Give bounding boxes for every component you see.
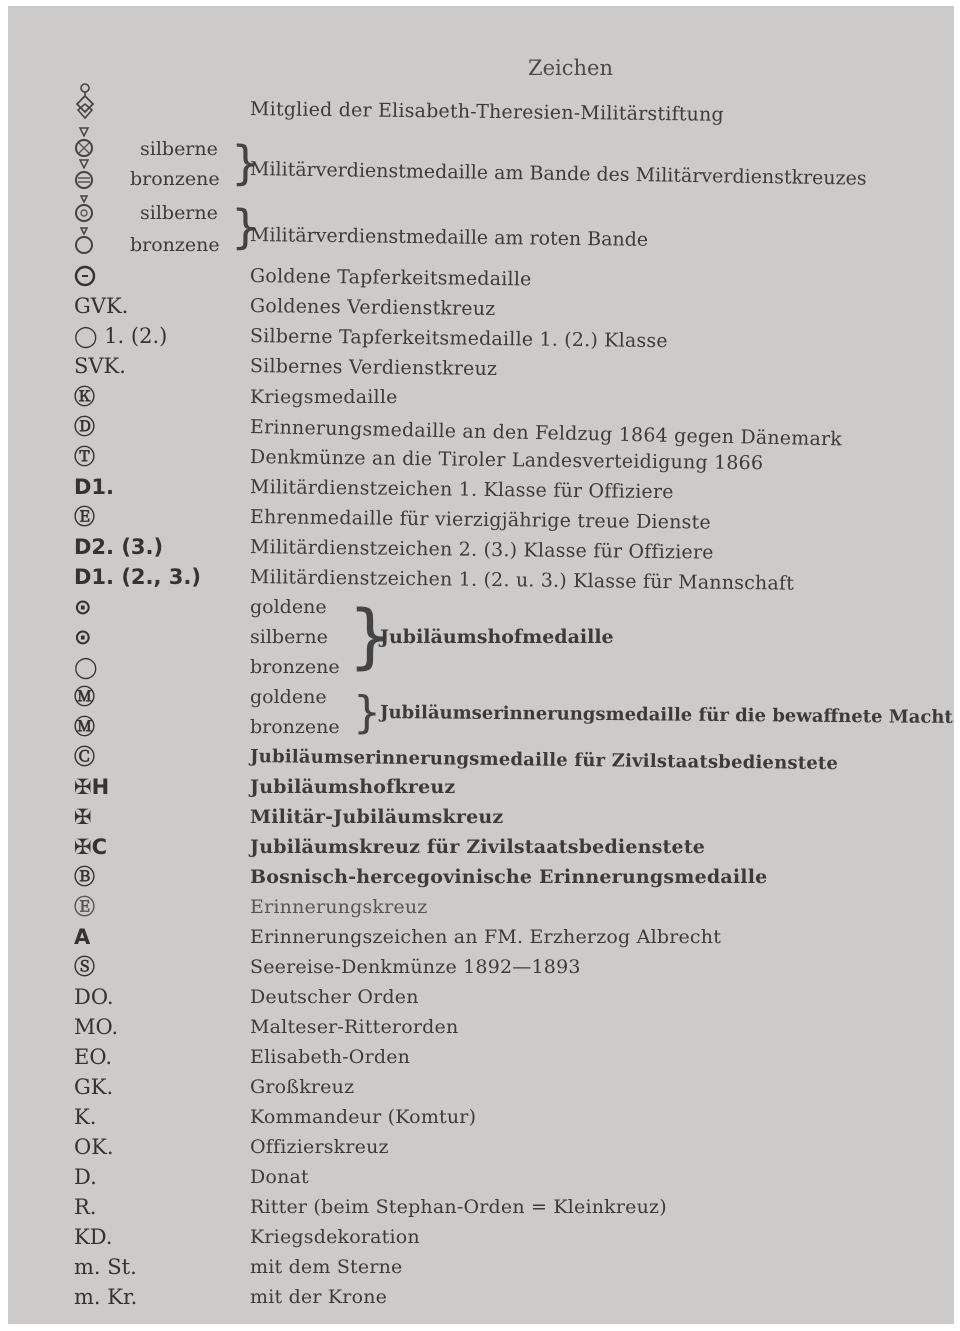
row-symbol: A — [74, 925, 91, 949]
row-description: Donat — [250, 1166, 309, 1188]
row-description: Militärdienstzeichen 1. (2. u. 3.) Klasse für Mannschaft — [249, 566, 795, 595]
legend-row — [8, 592, 954, 622]
grade-label: goldene — [250, 686, 327, 708]
row-description: Jubiläumserinnerungsmedaille für Zivilstaatsbedienstete — [249, 746, 839, 775]
row-description: Mitglied der Elisabeth-Theresien-Militärstiftung — [249, 98, 724, 126]
row-description: Silbernes Verdienstkreuz — [249, 355, 498, 381]
row-symbol: ◯ — [74, 655, 98, 679]
row-symbol: Ⓒ — [74, 745, 95, 769]
grade-label: silberne — [250, 626, 328, 648]
grade-label: bronzene — [130, 234, 220, 256]
row-symbol: Ⓚ — [74, 385, 95, 409]
row-description: Jubiläumshofkreuz — [250, 776, 456, 798]
row-symbol: m. St. — [74, 1255, 137, 1279]
row-description: Denkmünze an die Tiroler Landesverteidigung 1866 — [249, 446, 764, 475]
row-description: mit der Krone — [250, 1286, 388, 1308]
row-description: Erinnerungszeichen an FM. Erzherzog Albrecht — [250, 926, 722, 948]
row-description: Seereise-Denkmünze 1892—1893 — [250, 956, 581, 978]
medal-on-red-ribbon-icon — [74, 194, 94, 226]
row-symbol: Ⓔ — [74, 895, 95, 919]
legend-row — [8, 412, 954, 451]
row-description: Erinnerungsmedaille an den Feldzug 1864 gegen Dänemark — [249, 416, 843, 451]
row-symbol: DO. — [74, 985, 114, 1009]
legend-row — [8, 321, 954, 351]
row-description: Bosnisch-hercegovinische Erinnerungsmedaille — [250, 866, 768, 888]
row-description: Deutscher Orden — [250, 986, 419, 1008]
gold-medal-icon — [74, 264, 94, 288]
order-star-icon — [74, 82, 94, 122]
legend-row — [8, 1012, 954, 1042]
legend-row — [8, 742, 954, 775]
row-description: Kriegsmedaille — [250, 386, 398, 408]
legend-row — [8, 442, 954, 475]
legend-row — [8, 982, 954, 1012]
legend-row — [8, 351, 954, 381]
legend-row — [8, 1072, 954, 1102]
row-symbol: Ⓓ — [74, 415, 95, 439]
grade-label: silberne — [140, 138, 218, 160]
row-symbol: Ⓔ — [74, 505, 95, 529]
row-symbol: ✠C — [74, 835, 108, 859]
brace-icon: } — [231, 200, 261, 254]
row-symbol: ✠ — [74, 805, 92, 829]
row-symbol: ◯ 1. (2.) — [74, 324, 168, 348]
grade-label: silberne — [140, 202, 218, 224]
group-description: Jubiläumshofmedaille — [380, 626, 614, 648]
medal-on-cross-ribbon-icon — [74, 158, 94, 194]
row-symbol: Ⓜ — [74, 685, 95, 709]
row-symbol: Ⓜ — [74, 715, 95, 739]
row-description: Kommandeur (Komtur) — [250, 1106, 477, 1128]
legend-row — [8, 1222, 954, 1252]
group-description: Militärverdienstmedaille am roten Bande — [249, 224, 649, 251]
row-description: Jubiläumskreuz für Zivilstaatsbedienstete — [250, 836, 706, 858]
legend-row — [8, 382, 954, 412]
row-description: Militärdienstzeichen 2. (3.) Klasse für Offiziere — [249, 536, 714, 564]
row-symbol: Ⓢ — [74, 955, 95, 979]
row-description: Kriegsdekoration — [250, 1226, 420, 1248]
row-symbol: K. — [74, 1105, 97, 1129]
legend-row — [8, 1102, 954, 1132]
legend-row — [8, 562, 954, 595]
legend-row — [8, 1252, 954, 1282]
row-description: Großkreuz — [250, 1076, 355, 1098]
legend-row — [8, 1162, 954, 1192]
row-description: Malteser-Ritterorden — [250, 1016, 459, 1038]
row-symbol: ⊙ — [74, 625, 92, 649]
row-symbol: MO. — [74, 1015, 119, 1039]
group-description: Militärverdienstmedaille am Bande des Militärverdienstkreuzes — [249, 158, 867, 190]
brace-icon: } — [353, 687, 381, 738]
row-symbol: D1. (2., 3.) — [74, 565, 201, 589]
row-symbol: ✠H — [74, 775, 110, 799]
grade-label: goldene — [250, 596, 327, 618]
row-symbol: D2. (3.) — [74, 535, 164, 559]
row-symbol: m. Kr. — [74, 1285, 138, 1309]
legend-row — [8, 291, 954, 321]
medal-on-red-ribbon-icon — [74, 226, 94, 258]
row-symbol: D1. — [74, 475, 115, 499]
row-symbol: ⊙ — [74, 595, 92, 619]
row-symbol: KD. — [74, 1225, 113, 1249]
row-description: mit dem Sterne — [250, 1256, 403, 1278]
legend-row — [8, 472, 954, 502]
brace-icon: } — [348, 595, 393, 677]
page-heading: Zeichen — [528, 56, 613, 80]
group-description: Jubiläumserinnerungsmedaille für die bewaffnete Macht — [379, 702, 953, 728]
row-description: Elisabeth-Orden — [250, 1046, 411, 1068]
row-description: Ehrenmedaille für vierzigjährige treue Dienste — [249, 506, 711, 534]
legend-row — [8, 952, 954, 982]
row-symbol: R. — [74, 1195, 97, 1219]
row-description: Offizierskreuz — [250, 1136, 389, 1158]
row-description: Silberne Tapferkeitsmedaille 1. (2.) Klasse — [249, 325, 668, 353]
grade-label: bronzene — [250, 656, 340, 678]
grade-label: bronzene — [130, 168, 220, 190]
legend-row — [8, 1282, 954, 1312]
legend-row — [8, 532, 954, 562]
legend-row — [8, 862, 954, 892]
legend-row — [8, 1132, 954, 1162]
legend-row — [8, 802, 954, 832]
legend-row — [8, 94, 954, 124]
legend-row — [8, 1192, 954, 1222]
legend-row — [8, 502, 954, 532]
row-symbol: D. — [74, 1165, 97, 1189]
legend-row — [8, 261, 954, 291]
legend-row — [8, 772, 954, 802]
row-description: Militär-Jubiläumskreuz — [250, 806, 504, 828]
row-symbol: GVK. — [74, 294, 129, 318]
row-description: Ritter (beim Stephan-Orden = Kleinkreuz) — [250, 1196, 667, 1218]
legend-row — [8, 652, 954, 682]
row-symbol: EO. — [74, 1045, 112, 1069]
legend-row — [8, 832, 954, 862]
row-symbol: GK. — [74, 1075, 114, 1099]
row-description: Militärdienstzeichen 1. Klasse für Offiziere — [249, 476, 674, 504]
row-description: Goldenes Verdienstkreuz — [249, 295, 496, 320]
brace-icon: } — [231, 136, 261, 190]
legend-row — [8, 1042, 954, 1072]
row-description: Goldene Tapferkeitsmedaille — [249, 265, 532, 291]
grade-label: bronzene — [250, 716, 340, 738]
row-description: Erinnerungskreuz — [250, 896, 428, 918]
row-symbol: SVK. — [74, 354, 126, 378]
legend-row — [8, 892, 954, 922]
row-symbol: OK. — [74, 1135, 114, 1159]
row-symbol: Ⓑ — [74, 865, 95, 889]
row-symbol: Ⓣ — [74, 445, 95, 469]
book-page — [8, 6, 954, 1324]
legend-row — [8, 922, 954, 952]
